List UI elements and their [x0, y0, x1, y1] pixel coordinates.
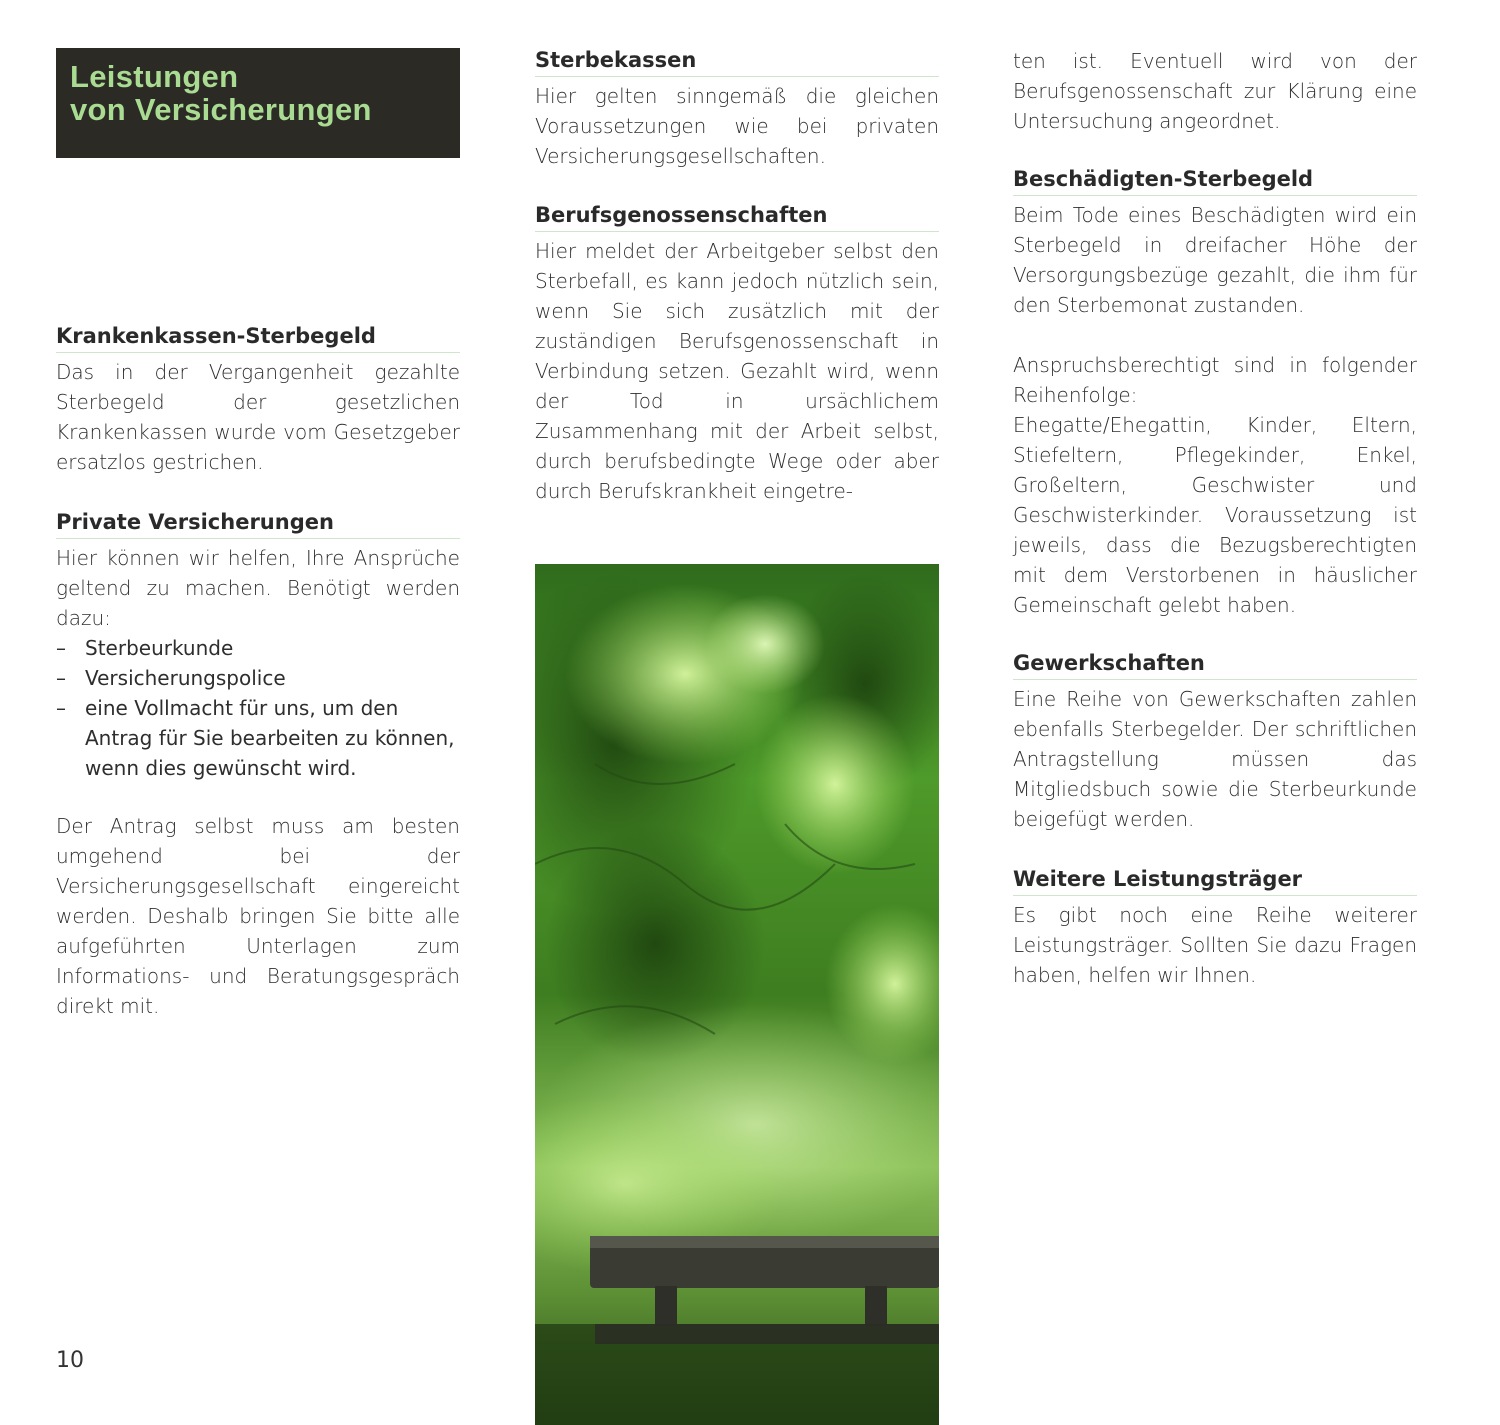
list-item — [56, 663, 460, 693]
section-private-versicherungen — [56, 508, 460, 1021]
forest-bench-illustration — [535, 564, 939, 1425]
section-gewerkschaften — [1013, 649, 1417, 834]
text-anspruch-list: Ehegatte/Ehegattin, Kinder, Eltern, Stiefeltern, Pflegekinder, Enkel, Großeltern, Geschwister und Geschwisterkinder. Voraussetzung ist jeweils, dass die Bezugsberechtigten mit dem Verstorbenen in häuslicher Gemeinschaft gelebt haben. — [1013, 413, 1417, 617]
heading-berufsgenossenschaften: Berufsgenossenschaften — [535, 201, 939, 232]
section-krankenkassen — [56, 322, 460, 477]
list-item-text: Versicherungspolice — [85, 666, 286, 690]
list-item-text: Sterbeurkunde — [85, 636, 234, 660]
text-weitere: Es gibt noch eine Reihe weiterer Leistungsträger. Sollten Sie dazu Fragen haben, helfen wir Ihnen. — [1013, 903, 1417, 987]
page-number: 10 — [56, 1348, 84, 1373]
section-weitere-leistungstraeger — [1013, 865, 1417, 990]
section-sterbekassen — [535, 46, 939, 171]
list-item — [56, 633, 460, 663]
list-item — [56, 693, 460, 783]
heading-sterbekassen: Sterbekassen — [535, 46, 939, 77]
heading-beschaedigten-sterbegeld: Beschädigten-Sterbegeld — [1013, 165, 1417, 196]
text-krankenkassen: Das in der Vergangenheit gezahlte Sterbegeld der gesetzlichen Krankenkassen wurde vom Gesetzgeber ersatzlos gestrichen. — [56, 360, 460, 474]
section-continuation — [1013, 46, 1417, 136]
text-anspruch-intro: Anspruchsberechtigt sind in folgender Reihenfolge: — [1013, 353, 1417, 407]
dash-mark: – — [56, 666, 66, 690]
dash-mark: – — [56, 696, 66, 720]
forest-bench-photo — [535, 564, 939, 1425]
text-continuation: ten ist. Eventuell wird von der Berufsgenossenschaft zur Klärung eine Untersuchung angeordnet. — [1013, 49, 1417, 133]
list-item-text: eine Vollmacht für uns, um den Antrag für Sie bearbeiten zu können, wenn dies gewünscht wird. — [85, 696, 455, 780]
text-private-intro: Hier können wir helfen, Ihre Ansprüche geltend zu machen. Benötigt werden dazu: — [56, 546, 460, 630]
page-title-line-2: von Versicherungen — [70, 92, 372, 127]
heading-private-versicherungen: Private Versicherungen — [56, 508, 460, 539]
text-gewerkschaften: Eine Reihe von Gewerkschaften zahlen ebenfalls Sterbegelder. Der schriftlichen Antragstellung müssen das Mitgliedsbuch sowie die Sterbeurkunde beigefügt werden. — [1013, 687, 1417, 831]
text-private-closing: Der Antrag selbst muss am besten umgehend bei der Versicherungsgesellschaft eingereicht werden. Deshalb bringen Sie bitte alle aufgeführten Unterlagen zum Informations- und Beratungsgespräch direkt mit. — [56, 814, 460, 1018]
section-berufsgenossenschaften — [535, 201, 939, 506]
heading-krankenkassen: Krankenkassen-Sterbegeld — [56, 322, 460, 353]
dash-mark: – — [56, 636, 66, 660]
required-documents-list — [56, 633, 460, 783]
section-beschaedigten-sterbegeld — [1013, 165, 1417, 620]
text-beschaedigten: Beim Tode eines Beschädigten wird ein Sterbegeld in dreifacher Höhe der Versorgungsbezüge gezahlt, die ihm für den Sterbemonat zustanden. — [1013, 203, 1417, 317]
text-berufsgenossenschaften: Hier meldet der Arbeitgeber selbst den Sterbefall, es kann jedoch nützlich sein, wenn Sie sich zusätzlich mit der zuständigen Berufsgenossenschaft in Verbindung setzen. Gezahlt wird, wenn der Tod in ursächlichem Zusammenhang mit der Arbeit selbst, durch berufsbedingte Wege oder aber durch Berufskrankheit eingetre- — [535, 239, 939, 503]
text-sterbekassen: Hier gelten sinngemäß die gleichen Voraussetzungen wie bei privaten Versicherungsgesellschaften. — [535, 84, 939, 168]
title-box — [56, 48, 460, 158]
page-title-line-1: Leistungen — [70, 59, 239, 94]
heading-gewerkschaften: Gewerkschaften — [1013, 649, 1417, 680]
heading-weitere-leistungstraeger: Weitere Leistungsträger — [1013, 865, 1417, 896]
